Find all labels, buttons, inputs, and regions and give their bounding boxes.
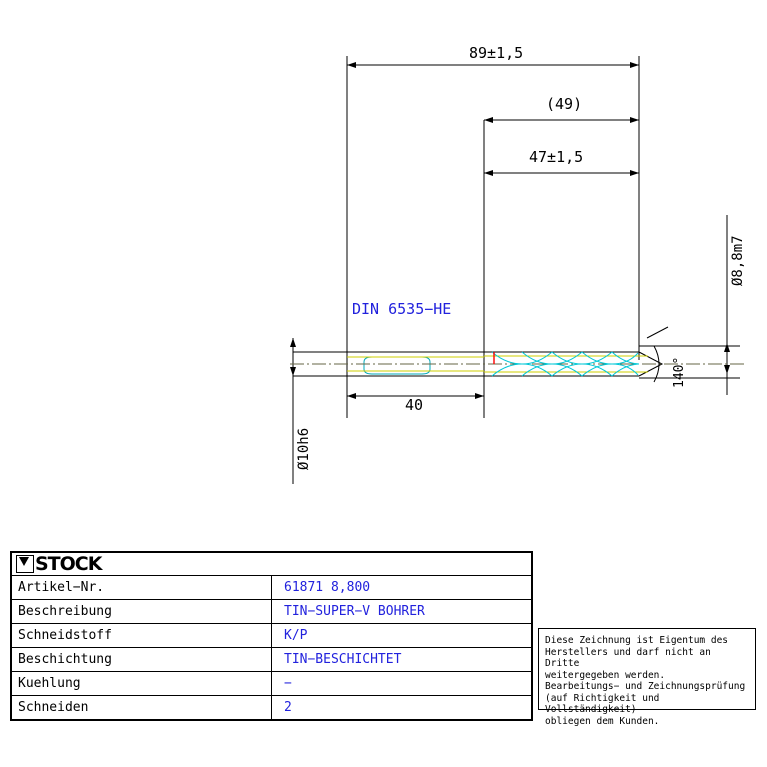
value-schneidstoff: K/P xyxy=(272,624,532,648)
label-beschichtung: Beschichtung xyxy=(12,648,272,672)
note-line: Diese Zeichnung ist Eigentum des xyxy=(545,635,729,646)
dim-shank-diameter: Ø10h6 xyxy=(296,427,312,470)
note-line: Herstellers und darf nicht an Dritte xyxy=(545,646,711,669)
label-kuehlung: Kuehlung xyxy=(12,672,272,696)
legal-note-block xyxy=(538,628,756,727)
table-row xyxy=(12,576,532,600)
dim-overall-length: 89±1,5 xyxy=(469,44,524,62)
table-row xyxy=(12,600,532,624)
label-artikel-nr: Artikel−Nr. xyxy=(12,576,272,600)
title-block xyxy=(10,551,533,721)
titleblock-logo-row xyxy=(12,553,532,576)
table-row xyxy=(12,696,532,720)
table-row xyxy=(12,624,532,648)
value-artikel-nr: 61871 8,800 xyxy=(272,576,532,600)
value-schneiden: 2 xyxy=(272,696,532,720)
note-line: (auf Richtigkeit und Vollständigkeit) xyxy=(545,692,660,715)
annotation-shank-standard: DIN 6535−HE xyxy=(352,300,452,318)
value-kuehlung: − xyxy=(272,672,532,696)
dim-shank-length: 40 xyxy=(405,396,424,414)
note-line: obliegen dem Kunden. xyxy=(545,715,660,727)
dim-point-angle: 140° xyxy=(672,356,687,388)
note-line: weitergegeben werden. xyxy=(545,669,666,681)
label-schneidstoff: Schneidstoff xyxy=(12,624,272,648)
value-beschreibung: TIN−SUPER−V BOHRER xyxy=(272,600,532,624)
value-beschichtung: TIN−BESCHICHTET xyxy=(272,648,532,672)
dim-cutting-diameter: Ø8,8m7 xyxy=(730,235,746,286)
label-schneiden: Schneiden xyxy=(12,696,272,720)
label-beschreibung: Beschreibung xyxy=(12,600,272,624)
note-line: Bearbeitungs− und Zeichnungsprüfung xyxy=(545,681,746,692)
table-row xyxy=(12,672,532,696)
dim-flute-length: 47±1,5 xyxy=(529,148,584,166)
stock-logo-icon xyxy=(16,555,34,573)
brand-name: STOCK xyxy=(35,552,102,575)
logo-cell xyxy=(12,553,532,576)
table-row xyxy=(12,648,532,672)
dim-reference-length: (49) xyxy=(546,95,583,113)
